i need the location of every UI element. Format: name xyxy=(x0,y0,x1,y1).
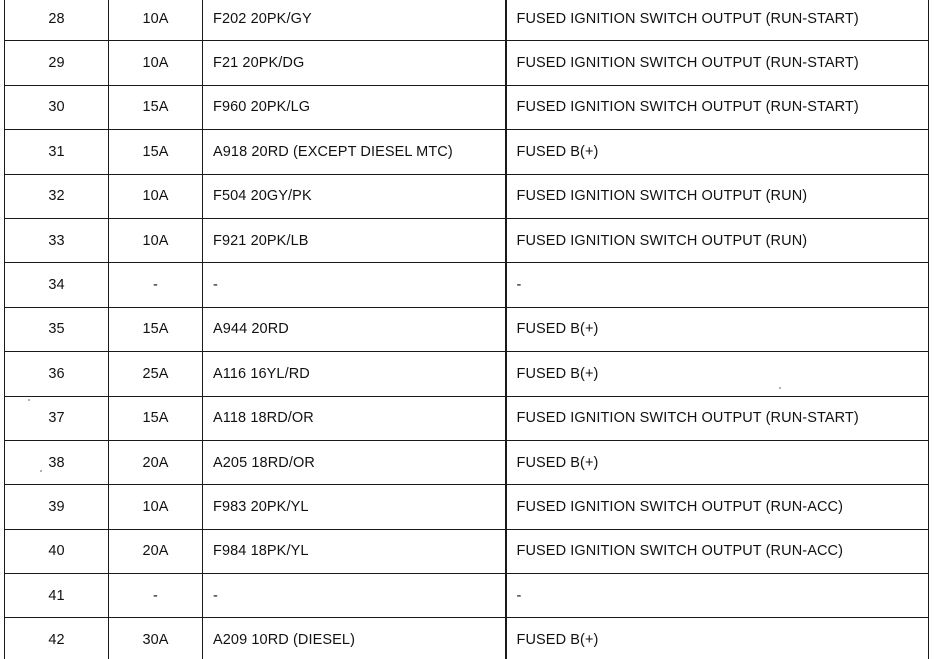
circuit-cell: F921 20PK/LB xyxy=(203,218,506,262)
table-row xyxy=(5,618,929,659)
description-cell: FUSED B(+) xyxy=(506,352,929,396)
cavity-cell: 28 xyxy=(5,0,109,41)
circuit-cell: F960 20PK/LG xyxy=(203,85,506,129)
table-row xyxy=(5,307,929,351)
circuit-cell: A918 20RD (EXCEPT DIESEL MTC) xyxy=(203,130,506,174)
fuse-chart-table xyxy=(4,0,929,659)
description-cell: FUSED B(+) xyxy=(506,307,929,351)
amperage-cell: 25A xyxy=(109,352,203,396)
scan-speck xyxy=(40,470,42,472)
circuit-cell: F21 20PK/DG xyxy=(203,41,506,85)
description-cell: FUSED B(+) xyxy=(506,440,929,484)
scan-speck xyxy=(28,399,30,401)
amperage-cell: - xyxy=(109,574,203,618)
description-cell: FUSED IGNITION SWITCH OUTPUT (RUN-START) xyxy=(506,396,929,440)
cavity-cell: 30 xyxy=(5,85,109,129)
circuit-cell: A209 10RD (DIESEL) xyxy=(203,618,506,659)
description-cell: FUSED IGNITION SWITCH OUTPUT (RUN-START) xyxy=(506,41,929,85)
amperage-cell: 20A xyxy=(109,529,203,573)
cavity-cell: 33 xyxy=(5,218,109,262)
amperage-cell: 10A xyxy=(109,485,203,529)
cavity-cell: 42 xyxy=(5,618,109,659)
amperage-cell: 30A xyxy=(109,618,203,659)
circuit-cell: - xyxy=(203,574,506,618)
table-row xyxy=(5,174,929,218)
description-cell: FUSED IGNITION SWITCH OUTPUT (RUN-START) xyxy=(506,0,929,41)
description-cell: FUSED B(+) xyxy=(506,618,929,659)
description-cell: FUSED B(+) xyxy=(506,130,929,174)
cavity-cell: 29 xyxy=(5,41,109,85)
amperage-cell: 10A xyxy=(109,218,203,262)
circuit-cell: A944 20RD xyxy=(203,307,506,351)
description-cell: - xyxy=(506,574,929,618)
amperage-cell: 15A xyxy=(109,130,203,174)
cavity-cell: 37 xyxy=(5,396,109,440)
cavity-cell: 41 xyxy=(5,574,109,618)
table-row xyxy=(5,396,929,440)
amperage-cell: - xyxy=(109,263,203,307)
amperage-cell: 10A xyxy=(109,0,203,41)
description-cell: FUSED IGNITION SWITCH OUTPUT (RUN) xyxy=(506,218,929,262)
table-row xyxy=(5,130,929,174)
description-cell: FUSED IGNITION SWITCH OUTPUT (RUN-ACC) xyxy=(506,529,929,573)
circuit-cell: F202 20PK/GY xyxy=(203,0,506,41)
table-row xyxy=(5,41,929,85)
amperage-cell: 10A xyxy=(109,41,203,85)
table-row xyxy=(5,574,929,618)
cavity-cell: 31 xyxy=(5,130,109,174)
cavity-cell: 34 xyxy=(5,263,109,307)
description-cell: FUSED IGNITION SWITCH OUTPUT (RUN-ACC) xyxy=(506,485,929,529)
description-cell: FUSED IGNITION SWITCH OUTPUT (RUN) xyxy=(506,174,929,218)
circuit-cell: A116 16YL/RD xyxy=(203,352,506,396)
cavity-cell: 32 xyxy=(5,174,109,218)
description-cell: - xyxy=(506,263,929,307)
cavity-cell: 39 xyxy=(5,485,109,529)
description-cell: FUSED IGNITION SWITCH OUTPUT (RUN-START) xyxy=(506,85,929,129)
table-row xyxy=(5,529,929,573)
amperage-cell: 10A xyxy=(109,174,203,218)
table-row xyxy=(5,85,929,129)
table-row xyxy=(5,485,929,529)
table-row xyxy=(5,218,929,262)
amperage-cell: 15A xyxy=(109,396,203,440)
table-row xyxy=(5,0,929,41)
amperage-cell: 15A xyxy=(109,307,203,351)
circuit-cell: F983 20PK/YL xyxy=(203,485,506,529)
circuit-cell: - xyxy=(203,263,506,307)
cavity-cell: 38 xyxy=(5,440,109,484)
amperage-cell: 15A xyxy=(109,85,203,129)
amperage-cell: 20A xyxy=(109,440,203,484)
table-row xyxy=(5,352,929,396)
cavity-cell: 35 xyxy=(5,307,109,351)
circuit-cell: F984 18PK/YL xyxy=(203,529,506,573)
cavity-cell: 36 xyxy=(5,352,109,396)
table-row xyxy=(5,263,929,307)
circuit-cell: F504 20GY/PK xyxy=(203,174,506,218)
circuit-cell: A205 18RD/OR xyxy=(203,440,506,484)
table-row xyxy=(5,440,929,484)
circuit-cell: A118 18RD/OR xyxy=(203,396,506,440)
cavity-cell: 40 xyxy=(5,529,109,573)
fuse-chart-body xyxy=(5,0,929,659)
scan-speck xyxy=(779,387,781,389)
